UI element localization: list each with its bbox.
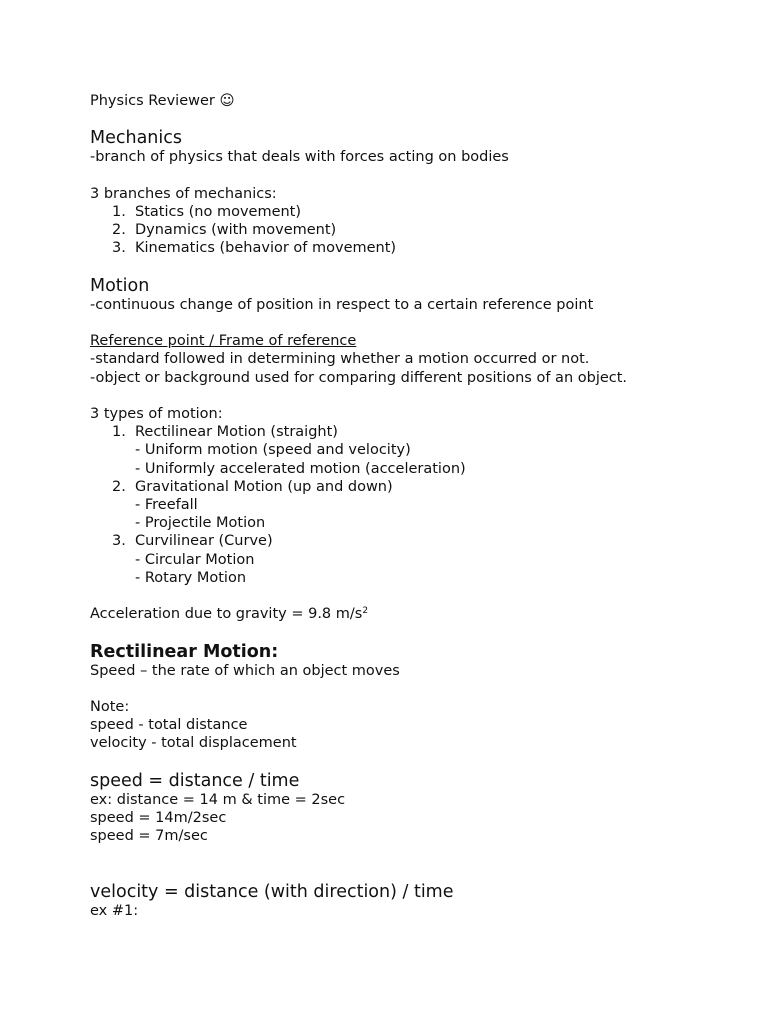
list-item — [90, 478, 688, 496]
list-text: Kinematics (behavior of movement) — [135, 240, 397, 257]
heading-motion: Motion — [90, 275, 150, 296]
list-item — [90, 239, 688, 257]
spacer — [90, 623, 688, 641]
example-label: ex #1: — [90, 902, 139, 919]
example-line-1: ex: distance = 14 m & time = 2sec — [90, 791, 346, 808]
spacer — [90, 258, 688, 276]
spacer — [90, 387, 688, 405]
reference-heading: Reference point / Frame of reference — [90, 333, 357, 350]
velocity-formula: velocity = distance (with direction) / time — [90, 881, 454, 902]
list-number: 2. — [112, 222, 126, 239]
list-item — [90, 423, 688, 441]
spacer — [90, 314, 688, 332]
list-item — [90, 221, 688, 239]
sub-item: - Freefall — [135, 496, 198, 513]
note-velocity: velocity - total displacement — [90, 735, 297, 752]
gravity-line — [90, 605, 688, 623]
note-speed: speed - total distance — [90, 717, 248, 734]
mechanics-definition: -branch of physics that deals with forces acting on bodies — [90, 149, 509, 166]
spacer — [90, 753, 688, 771]
spacer — [90, 680, 688, 698]
list-number: 3. — [112, 533, 126, 550]
sub-item: - Circular Motion — [135, 551, 255, 568]
sub-item: - Rotary Motion — [135, 569, 247, 586]
list-text: Curvilinear (Curve) — [135, 533, 273, 550]
types-intro: 3 types of motion: — [90, 405, 223, 422]
gravity-text: Acceleration due to gravity = 9.8 m/s — [90, 606, 363, 623]
speed-formula: speed = distance / time — [90, 770, 300, 791]
list-number: 3. — [112, 240, 126, 257]
spacer — [90, 587, 688, 605]
heading-rectilinear: Rectilinear Motion: — [90, 641, 279, 662]
document-title: Physics Reviewer ☺ — [90, 93, 235, 109]
list-number: 1. — [112, 424, 126, 441]
reference-line-1: -standard followed in determining whether a motion occurred or not. — [90, 351, 590, 368]
sub-item: - Uniform motion (speed and velocity) — [135, 442, 411, 459]
branches-intro: 3 branches of mechanics: — [90, 185, 277, 202]
spacer — [90, 864, 688, 882]
sub-item: - Uniformly accelerated motion (acceleration) — [135, 460, 466, 477]
motion-definition: -continuous change of position in respect to a certain reference point — [90, 296, 594, 313]
list-number: 2. — [112, 478, 126, 495]
list-text: Rectilinear Motion (straight) — [135, 424, 338, 441]
list-item — [90, 203, 688, 221]
heading-mechanics: Mechanics — [90, 128, 182, 149]
spacer — [90, 845, 688, 863]
example-line-2: speed = 14m/2sec — [90, 809, 227, 826]
speed-definition: Speed – the rate of which an object moves — [90, 662, 400, 679]
list-text: Statics (no movement) — [135, 203, 302, 220]
list-number: 1. — [112, 203, 126, 220]
reference-line-2: -object or background used for comparing different positions of an object. — [90, 369, 628, 386]
example-line-3: speed = 7m/sec — [90, 828, 208, 845]
list-text: Dynamics (with movement) — [135, 222, 337, 239]
sub-item: - Projectile Motion — [135, 515, 266, 532]
gravity-exponent: 2 — [362, 606, 369, 617]
spacer — [90, 167, 688, 185]
spacer — [90, 110, 688, 128]
note-label: Note: — [90, 698, 130, 715]
list-text: Gravitational Motion (up and down) — [135, 478, 393, 495]
list-item — [90, 532, 688, 550]
